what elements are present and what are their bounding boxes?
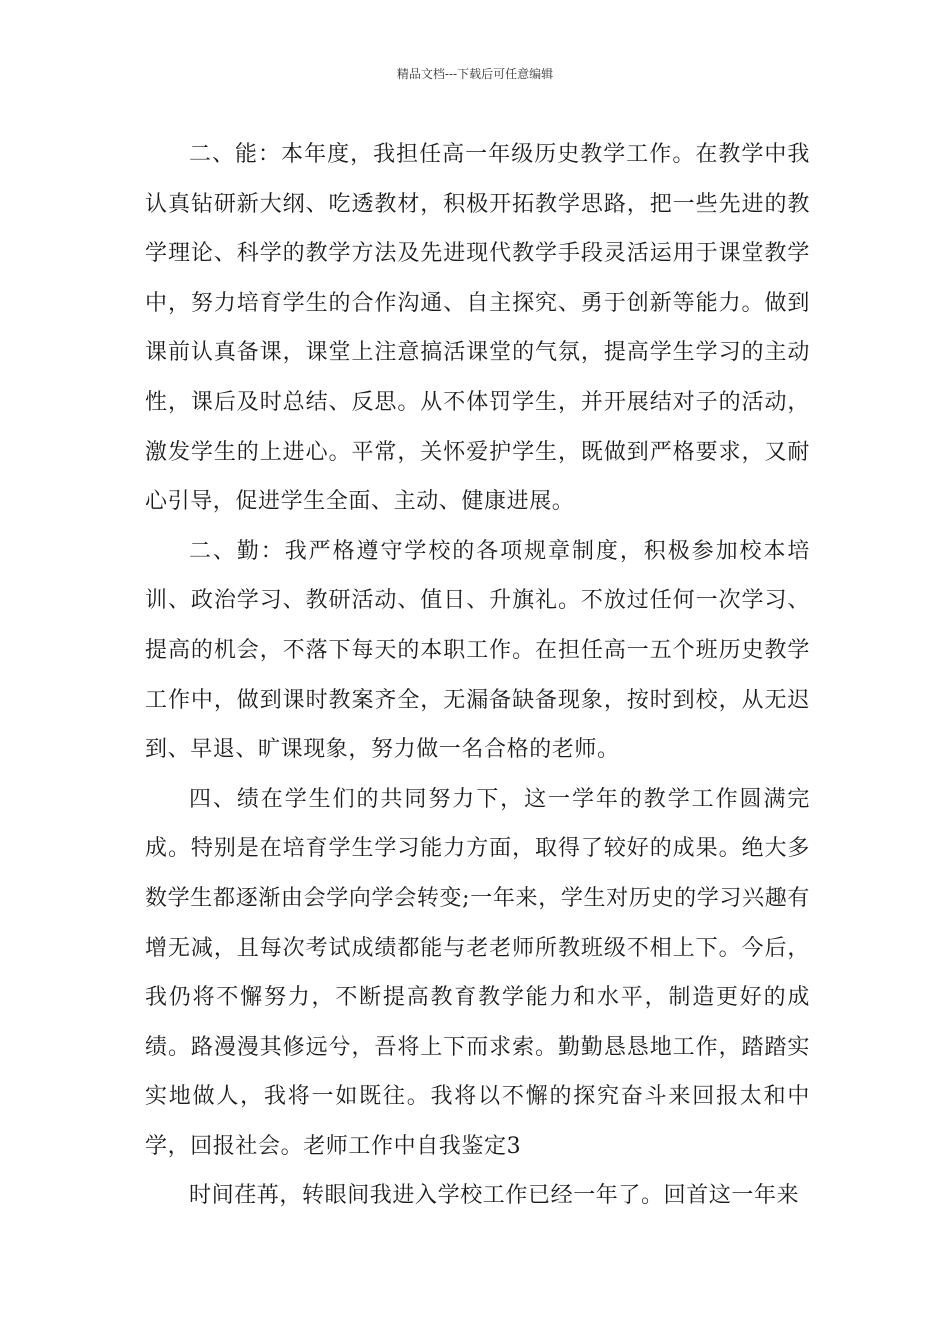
document-body bbox=[145, 130, 810, 1221]
paragraph-achievement: 四、绩在学生们的共同努力下，这一学年的教学工作圆满完成。特别是在培育学生学习能力方面，取得了较好的成果。绝大多数学生都逐渐由会学向学会转变;一年来，学生对历史的学习兴趣有增无减，且每次考试成绩都能与老老师所教班级不相上下。今后，我仍将不懈努力，不断提高教育教学能力和水平，制造更好的成绩。路漫漫其修远兮，吾将上下而求索。勤勤恳恳地工作，踏踏实实地做人，我将一如既往。我将以不懈的探究奋斗来回报太和中学，回报社会。老师工作中自我鉴定3 bbox=[145, 786, 810, 1159]
page-header: 精品文档---下载后可任意编辑 bbox=[396, 67, 554, 81]
paragraph-ability: 二、能：本年度，我担任高一年级历史教学工作。在教学中我认真钻研新大纲、吃透教材，积极开拓教学思路，把一些先进的教学理论、科学的教学方法及先进现代教学手段灵活运用于课堂教学中，努力培育学生的合作沟通、自主探究、勇于创新等能力。做到课前认真备课，课堂上注意搞活课堂的气氛，提高学生学习的主动性，课后及时总结、反思。从不体罚学生，并开展结对子的活动，激发学生的上进心。平常，关怀爱护学生，既做到严格要求，又耐心引导，促进学生全面、主动、健康进展。 bbox=[145, 142, 810, 515]
paragraph-diligence: 二、勤：我严格遵守学校的各项规章制度，积极参加校本培训、政治学习、教研活动、值日、升旗礼。不放过任何一次学习、提高的机会，不落下每天的本职工作。在担任高一五个班历史教学工作中，做到课时教案齐全，无漏备缺备现象，按时到校，从无迟到、早退、旷课现象，努力做一名合格的老师。 bbox=[145, 538, 810, 763]
paragraph-time: 时间荏苒，转眼间我进入学校工作已经一年了。回首这一年来 bbox=[189, 1183, 800, 1209]
